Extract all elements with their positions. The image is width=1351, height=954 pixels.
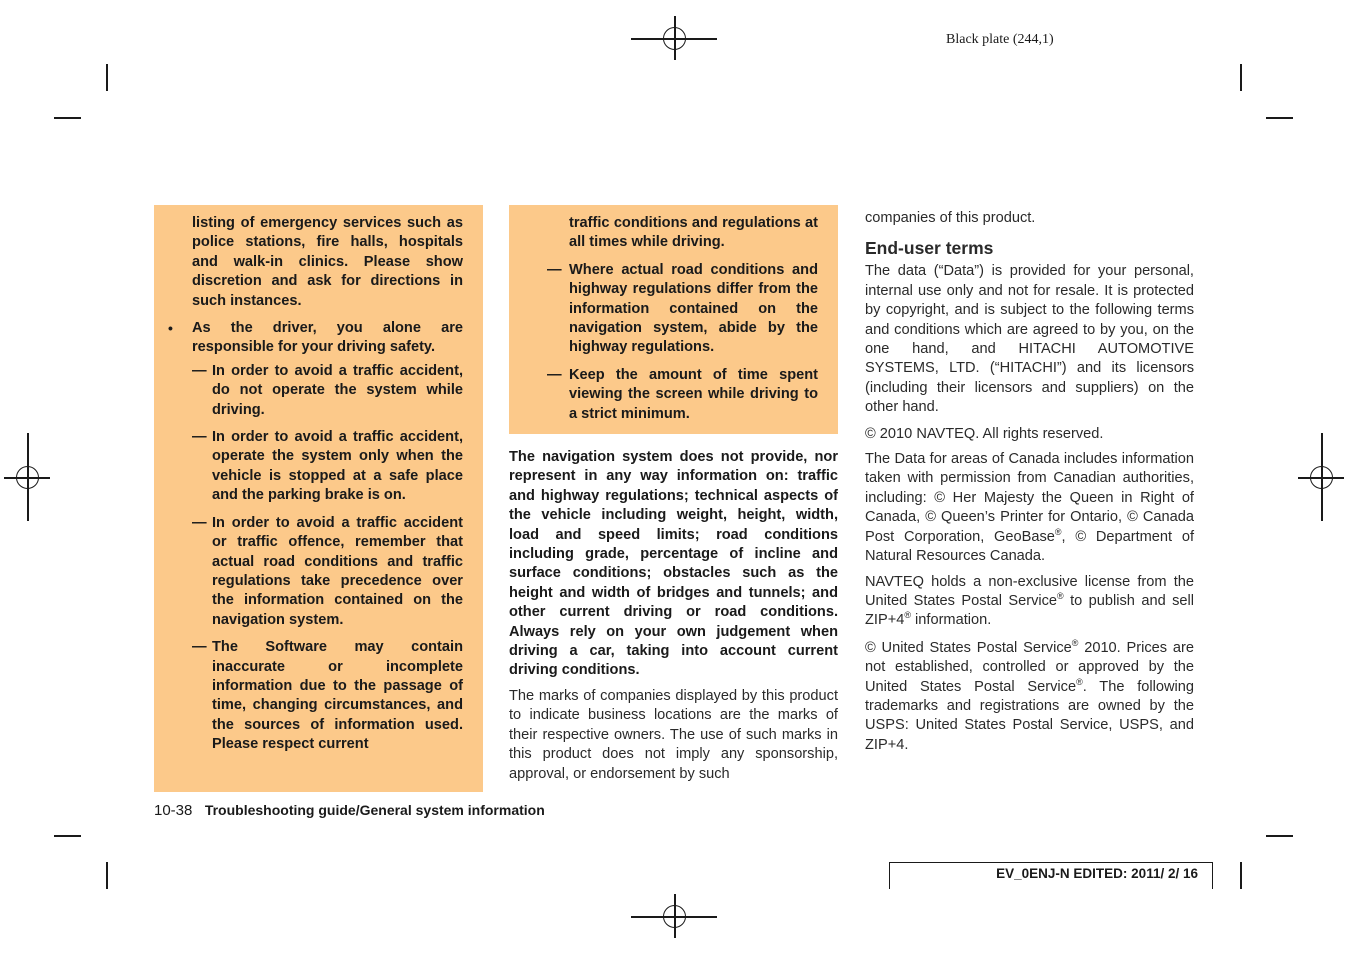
disclaimer-paragraph: The navigation system does not provide, nor represent in any way information on: traffic and highway regulations; technical aspects of the vehicle including weight, height, width, load and speed limits; road conditions including grade, percentage of incline and surface conditions; obstacles such as the height and width of bridges and tunnels; and other current driving or road conditions. Always rely on your own judgement when driving a car, taking into account current driving conditions. <box>509 449 838 679</box>
usps-text: © United States Postal Service <box>865 639 1072 656</box>
crosshair-bottom-circle <box>663 905 686 928</box>
right-column <box>865 209 1194 755</box>
caution-dash-text: The Software may contain inaccurate or incomplete information due to the passage of time, changing circumstances, and the sources of information used. Please respect current <box>212 639 463 753</box>
copyright-line: © 2010 NAVTEQ. All rights reserved. <box>865 425 1104 442</box>
caution-dash-text: In order to avoid a traffic accident or traffic offence, remember that actual road conditions and traffic regulations take precedence over the information contained on the navigation system. <box>212 514 463 628</box>
section-heading: End-user terms <box>865 238 994 259</box>
usps-text-mid: 2010. Prices are not established, controlled or approved by the United States Postal Service <box>865 639 1194 695</box>
caution-dash-item <box>154 514 463 630</box>
license-text-mid: to publish and sell ZIP+4 <box>865 592 1194 629</box>
middle-column <box>509 448 838 784</box>
trademark-paragraph: The marks of companies displayed by this product to indicate business locations are the marks of their respective owners. The use of such marks in this product does not imply any sponsorship, approval, or endorsement by such <box>509 687 838 782</box>
crosshair-left-circle <box>16 466 39 489</box>
crop-tr-v <box>1240 64 1242 91</box>
crop-bl-h <box>54 835 81 837</box>
crop-tr-h <box>1266 117 1293 119</box>
dash-mark: — <box>192 362 207 379</box>
crosshair-right-circle <box>1310 466 1333 489</box>
caution-dash-item <box>154 638 463 754</box>
canada-paragraph <box>865 450 1194 566</box>
crop-bl-v <box>106 862 108 889</box>
bullet-icon: • <box>168 320 173 337</box>
caution-dash-item <box>509 261 818 358</box>
caution-intro: listing of emergency services such as police stations, fire halls, hospitals and walk-in clinics. Please show discretion and ask for directions in such instances. <box>192 215 463 309</box>
caution-dash-item <box>154 362 463 420</box>
crop-br-h <box>1266 835 1293 837</box>
crop-tl-v <box>106 64 108 91</box>
caution-dash-item <box>509 366 818 424</box>
section-title: Troubleshooting guide/General system information <box>204 802 545 818</box>
license-text: NAVTEQ holds a non-exclusive license from the United States Postal Service <box>865 573 1194 609</box>
crop-tl-h <box>54 117 81 119</box>
continued-text: companies of this product. <box>865 210 1036 226</box>
dash-mark: — <box>192 639 207 656</box>
terms-paragraph: The data (“Data”) is provided for your personal, internal use only and not for resale. It is protected by copyright, and is subject to the following terms and conditions which are agreed to by you, on the one hand, and HITACHI AUTOMOTIVE SYSTEMS, LTD. (“HITACHI”) and its licensors (including their licensors and suppliers) on the other hand. <box>865 263 1194 416</box>
page-footer <box>154 802 545 820</box>
registered-mark: ® <box>904 610 911 621</box>
page-number: 10-38 <box>154 802 193 819</box>
caution-bullet-text: As the driver, you alone are responsible for your driving safety. <box>192 320 463 356</box>
dash-mark: — <box>192 429 207 446</box>
caution-dash-text: Keep the amount of time spent viewing the screen while driving to a strict minimum. <box>569 366 818 422</box>
crosshair-top-circle <box>663 27 686 50</box>
license-paragraph <box>865 573 1194 631</box>
usps-text-end: . The following trademarks and registrations are owned by the USPS: United States Postal Service, USPS, and ZIP+4. <box>865 678 1194 753</box>
caution-dash-text: In order to avoid a traffic accident, do not operate the system while driving. <box>212 362 463 418</box>
usps-paragraph <box>865 639 1194 755</box>
caution-box-left <box>154 205 483 792</box>
registered-mark: ® <box>1057 591 1064 602</box>
caution-dash-text: In order to avoid a traffic accident, operate the system only when the vehicle is stopped at a safe place and the parking brake is on. <box>212 429 463 504</box>
canada-text: The Data for areas of Canada includes information taken with permission from Canadian authorities, including: © Her Majesty the Queen in Right of Canada, © Queen’s Printer for Ontario, © Canada Post Corporation, GeoBase <box>865 451 1194 545</box>
dash-mark: — <box>192 514 207 531</box>
caution-continued: traffic conditions and regulations at all times while driving. <box>569 215 818 251</box>
registered-mark: ® <box>1054 526 1062 537</box>
caution-dash-text: Where actual road conditions and highway regulations differ from the information contained on the navigation system, abide by the highway regulations. <box>569 261 818 356</box>
caution-bullet <box>154 319 463 358</box>
caution-box-middle <box>509 205 838 434</box>
license-text-end: information. <box>910 612 992 629</box>
crop-br-v <box>1240 862 1242 889</box>
caution-dash-item <box>154 428 463 506</box>
registered-mark: ® <box>1071 637 1079 648</box>
dash-mark: — <box>547 366 562 383</box>
dash-mark: — <box>547 261 562 278</box>
canada-text-end: , © Department of Natural Resources Canada. <box>865 528 1195 565</box>
edited-stamp: EV_0ENJ-N EDITED: 2011/ 2/ 16 <box>889 862 1213 889</box>
plate-label: Black plate (244,1) <box>946 32 1054 47</box>
registered-mark: ® <box>1076 676 1083 687</box>
